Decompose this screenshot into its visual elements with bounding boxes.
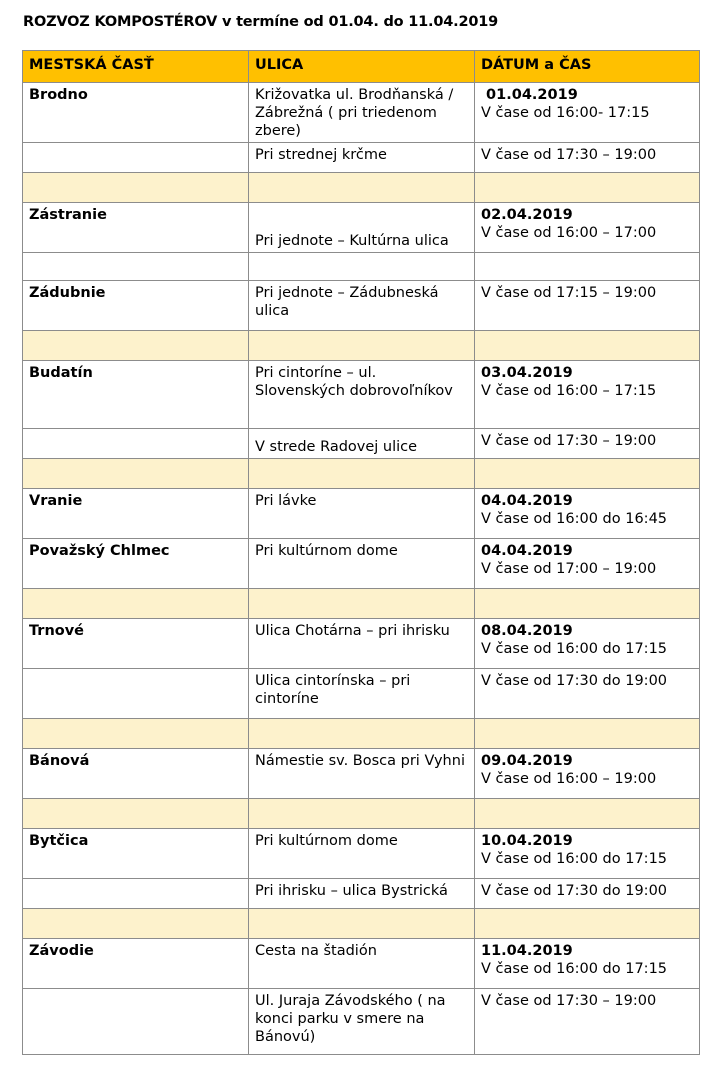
table-row <box>23 749 700 799</box>
table-row <box>23 281 700 331</box>
empty-cell <box>23 799 249 829</box>
table-row <box>23 539 700 589</box>
empty-cell <box>475 173 700 203</box>
table-row <box>23 619 700 669</box>
district-cell: Bytčica <box>23 829 249 879</box>
empty-cell <box>475 909 700 939</box>
date-text: 08.04.2019 <box>481 623 573 639</box>
date-text: 02.04.2019 <box>481 207 573 223</box>
empty-cell <box>475 589 700 619</box>
empty-cell <box>249 331 475 361</box>
separator-row <box>23 459 700 489</box>
time-text: V čase od 17:30 – 19:00 <box>481 433 657 449</box>
separator-row <box>23 173 700 203</box>
time-text: V čase od 16:00 do 17:15 <box>481 641 668 657</box>
date-text: 11.04.2019 <box>481 943 573 959</box>
district-cell: Závodie <box>23 939 249 989</box>
time-text: V čase od 16:00 do 17:15 <box>481 851 668 867</box>
date-text: 03.04.2019 <box>481 365 573 381</box>
datetime-cell <box>475 619 700 669</box>
district-cell: Zádubnie <box>23 281 249 331</box>
district-cell <box>23 429 249 459</box>
datetime-cell <box>475 669 700 719</box>
street-cell: Námestie sv. Bosca pri Vyhni <box>249 749 475 799</box>
date-text: 10.04.2019 <box>481 833 573 849</box>
empty-cell <box>249 589 475 619</box>
datetime-cell <box>475 429 700 459</box>
separator-row <box>23 909 700 939</box>
header-datetime: DÁTUM a ČAS <box>475 51 700 83</box>
separator-row <box>23 799 700 829</box>
date-text: 09.04.2019 <box>481 753 573 769</box>
street-cell: Ulica Chotárna – pri ihrisku <box>249 619 475 669</box>
district-cell: Bánová <box>23 749 249 799</box>
datetime-cell <box>475 539 700 589</box>
separator-row <box>23 589 700 619</box>
empty-cell <box>23 589 249 619</box>
empty-cell <box>475 331 700 361</box>
street-cell: Ul. Juraja Závodského ( na konci parku v smere na Bánovú) <box>249 989 475 1055</box>
empty-cell <box>475 719 700 749</box>
date-text: 01.04.2019 <box>481 87 578 103</box>
empty-cell <box>23 909 249 939</box>
time-text: V čase od 17:30 – 19:00 <box>481 147 657 163</box>
street-cell: Križovatka ul. Brodňanská / Zábrežná ( pri triedenom zbere) <box>249 83 475 143</box>
district-cell: Brodno <box>23 83 249 143</box>
street-cell: Pri kultúrnom dome <box>249 539 475 589</box>
schedule-table <box>22 50 700 1055</box>
separator-row <box>23 331 700 361</box>
table-header-row <box>23 51 700 83</box>
time-text: V čase od 17:30 do 19:00 <box>481 883 668 899</box>
district-cell: Trnové <box>23 619 249 669</box>
table-row <box>23 429 700 459</box>
table-row <box>23 83 700 143</box>
datetime-cell <box>475 989 700 1055</box>
empty-cell <box>475 459 700 489</box>
district-cell: Budatín <box>23 361 249 429</box>
street-cell: Pri jednote – Zádubneská ulica <box>249 281 475 331</box>
district-cell <box>23 989 249 1055</box>
datetime-cell <box>475 489 700 539</box>
time-text: V čase od 16:00 – 17:15 <box>481 383 657 399</box>
time-text: V čase od 17:30 – 19:00 <box>481 993 657 1009</box>
time-text: V čase od 17:15 – 19:00 <box>481 285 657 301</box>
datetime-cell <box>475 749 700 799</box>
table-row <box>23 669 700 719</box>
street-cell: Cesta na štadión <box>249 939 475 989</box>
empty-cell <box>23 459 249 489</box>
datetime-cell <box>475 829 700 879</box>
time-text: V čase od 16:00- 17:15 <box>481 105 650 121</box>
table-row <box>23 989 700 1055</box>
empty-cell <box>475 253 700 281</box>
street-cell: Pri strednej krčme <box>249 143 475 173</box>
table-row <box>23 203 700 253</box>
datetime-cell <box>475 361 700 429</box>
table-row <box>23 143 700 173</box>
street-cell: Ulica cintorínska – pri cintoríne <box>249 669 475 719</box>
table-row <box>23 939 700 989</box>
time-text: V čase od 17:30 do 19:00 <box>481 673 668 689</box>
datetime-cell <box>475 879 700 909</box>
empty-cell <box>249 459 475 489</box>
table-row <box>23 879 700 909</box>
header-street: ULICA <box>249 51 475 83</box>
district-cell <box>23 143 249 173</box>
time-text: V čase od 16:00 do 17:15 <box>481 961 668 977</box>
empty-cell <box>249 173 475 203</box>
date-text: 04.04.2019 <box>481 543 573 559</box>
separator-row <box>23 719 700 749</box>
empty-cell <box>249 799 475 829</box>
street-cell: V strede Radovej ulice <box>249 429 475 459</box>
table-row <box>23 361 700 429</box>
datetime-cell <box>475 143 700 173</box>
time-text: V čase od 16:00 do 16:45 <box>481 511 668 527</box>
district-cell <box>23 879 249 909</box>
district-cell <box>23 669 249 719</box>
time-text: V čase od 16:00 – 19:00 <box>481 771 657 787</box>
district-cell: Považský Chlmec <box>23 539 249 589</box>
time-text: V čase od 17:00 – 19:00 <box>481 561 657 577</box>
empty-cell <box>249 719 475 749</box>
datetime-cell <box>475 281 700 331</box>
street-cell: Pri jednote – Kultúrna ulica <box>249 203 475 253</box>
empty-cell <box>249 909 475 939</box>
empty-cell <box>23 173 249 203</box>
empty-cell <box>249 253 475 281</box>
table-row <box>23 829 700 879</box>
table-row <box>23 489 700 539</box>
district-cell: Zástranie <box>23 203 249 253</box>
datetime-cell <box>475 83 700 143</box>
empty-cell <box>23 331 249 361</box>
date-text: 04.04.2019 <box>481 493 573 509</box>
empty-cell <box>475 799 700 829</box>
separator-row <box>23 253 700 281</box>
street-cell: Pri lávke <box>249 489 475 539</box>
time-text: V čase od 16:00 – 17:00 <box>481 225 657 241</box>
page-title: ROZVOZ KOMPOSTÉROV v termíne od 01.04. do 11.04.2019 <box>23 14 498 30</box>
empty-cell <box>23 719 249 749</box>
empty-cell <box>23 253 249 281</box>
datetime-cell <box>475 203 700 253</box>
district-cell: Vranie <box>23 489 249 539</box>
header-district: MESTSKÁ ČASŤ <box>23 51 249 83</box>
datetime-cell <box>475 939 700 989</box>
street-cell: Pri cintoríne – ul. Slovenských dobrovoľníkov <box>249 361 475 429</box>
street-cell: Pri ihrisku – ulica Bystrická <box>249 879 475 909</box>
street-cell: Pri kultúrnom dome <box>249 829 475 879</box>
